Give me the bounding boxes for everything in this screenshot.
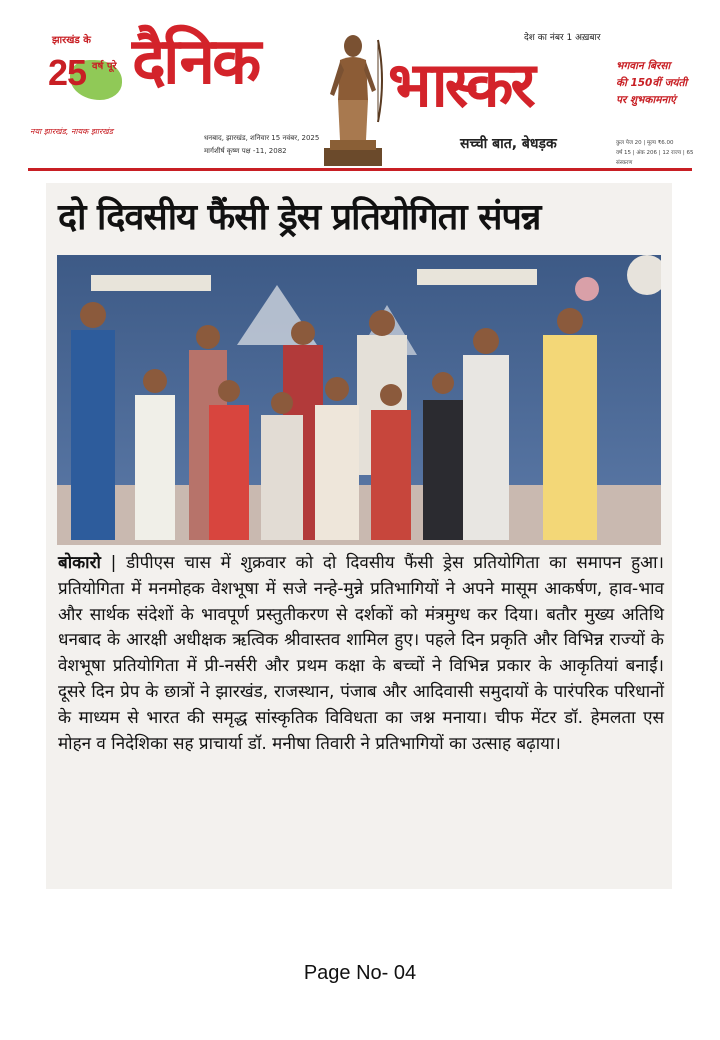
birsa-munda-statue-icon xyxy=(320,30,386,166)
issue-info xyxy=(616,138,696,168)
article-dateline: बोकारो xyxy=(58,553,101,573)
dateline-separator: | xyxy=(100,553,127,573)
edition-date xyxy=(204,132,319,158)
jharkhand-25-years-badge xyxy=(30,30,130,140)
edition-date-line1: धनबाद, झारखंड, शनिवार 15 नवंबर, 2025 xyxy=(204,134,320,142)
page-number: Page No- 04 xyxy=(303,962,417,984)
issue-info-line2: वर्ष 15 | अंक 206 | 12 राज्य | 65 संस्करण xyxy=(616,150,694,166)
badge-years: वर्ष पूरे xyxy=(92,61,117,72)
newspaper-masthead xyxy=(28,25,694,171)
badge-state: झारखंड के xyxy=(52,35,91,46)
issue-info-line1: कुल पेज 20 | मूल्य ₹6.00 xyxy=(616,140,674,146)
badge-number: 25 xyxy=(48,52,87,93)
edition-date-line2: मार्गशीर्ष कृष्ण पक्ष -11, 2082 xyxy=(204,147,287,155)
article-body xyxy=(58,551,664,757)
birsa-jayanti-greeting xyxy=(616,58,694,109)
greeting-line2: की 150वीं जयंती xyxy=(616,77,688,89)
brand-name-right: भास्कर xyxy=(388,48,533,121)
greeting-line3: पर शुभकामनाएं xyxy=(616,94,676,106)
brand-name-left: दैनिक xyxy=(132,25,259,99)
article-headline: दो दिवसीय फैंसी ड्रेस प्रतियोगिता संपन्न xyxy=(58,197,541,238)
news-article-clipping xyxy=(46,183,672,889)
rank-tagline: देश का नंबर 1 अख़बार xyxy=(524,33,601,43)
event-group-photo xyxy=(57,255,661,545)
brand-slogan: सच्ची बात, बेधड़क xyxy=(460,136,557,152)
greeting-line1: भगवान बिरसा xyxy=(616,60,671,72)
article-text: डीपीएस चास में शुक्रवार को दो दिवसीय फैंसी ड्रेस प्रतियोगिता का समापन हुआ। प्रतियोगिता में मनमोहक वेशभूषा में सजे नन्हे-मुन्ने प्रतिभागियों ने अपने मासूम आकर्षण, हाव-भाव और सार्थक संदेशों के भावपूर्ण प्रस्तुतीकरण से दर्शकों को मंत्रमुग्ध कर दिया। बतौर मुख्य अतिथि धनबाद के आरक्षी अधीक्षक ऋत्विक श्रीवास्तव शामिल हुए। पहले दिन प्रकृति और विभिन्न राज्यों के वेशभूषा प्रतियोगिता में प्री-नर्सरी और प्रथम कक्षा के बच्चों ने विभिन्न प्रकार के आकृतियां बनाईं। दूसरे दिन प्रेप के छात्रों ने झारखंड, राजस्थान, पंजाब और आदिवासी समुदायों के पारंपरिक परिधानों के माध्यम से भारत की समृद्ध सांस्कृतिक विविधता का जश्न मनाया। चीफ मेंटर डॉ. हेमलता एस मोहन व निदेशिका सह प्राचार्या डॉ. मनीषा तिवारी ने प्रतिभागियों का उत्साह बढ़ाया। xyxy=(58,553,664,754)
badge-tagline: नया झारखंड, नायक झारखंड xyxy=(30,127,114,136)
